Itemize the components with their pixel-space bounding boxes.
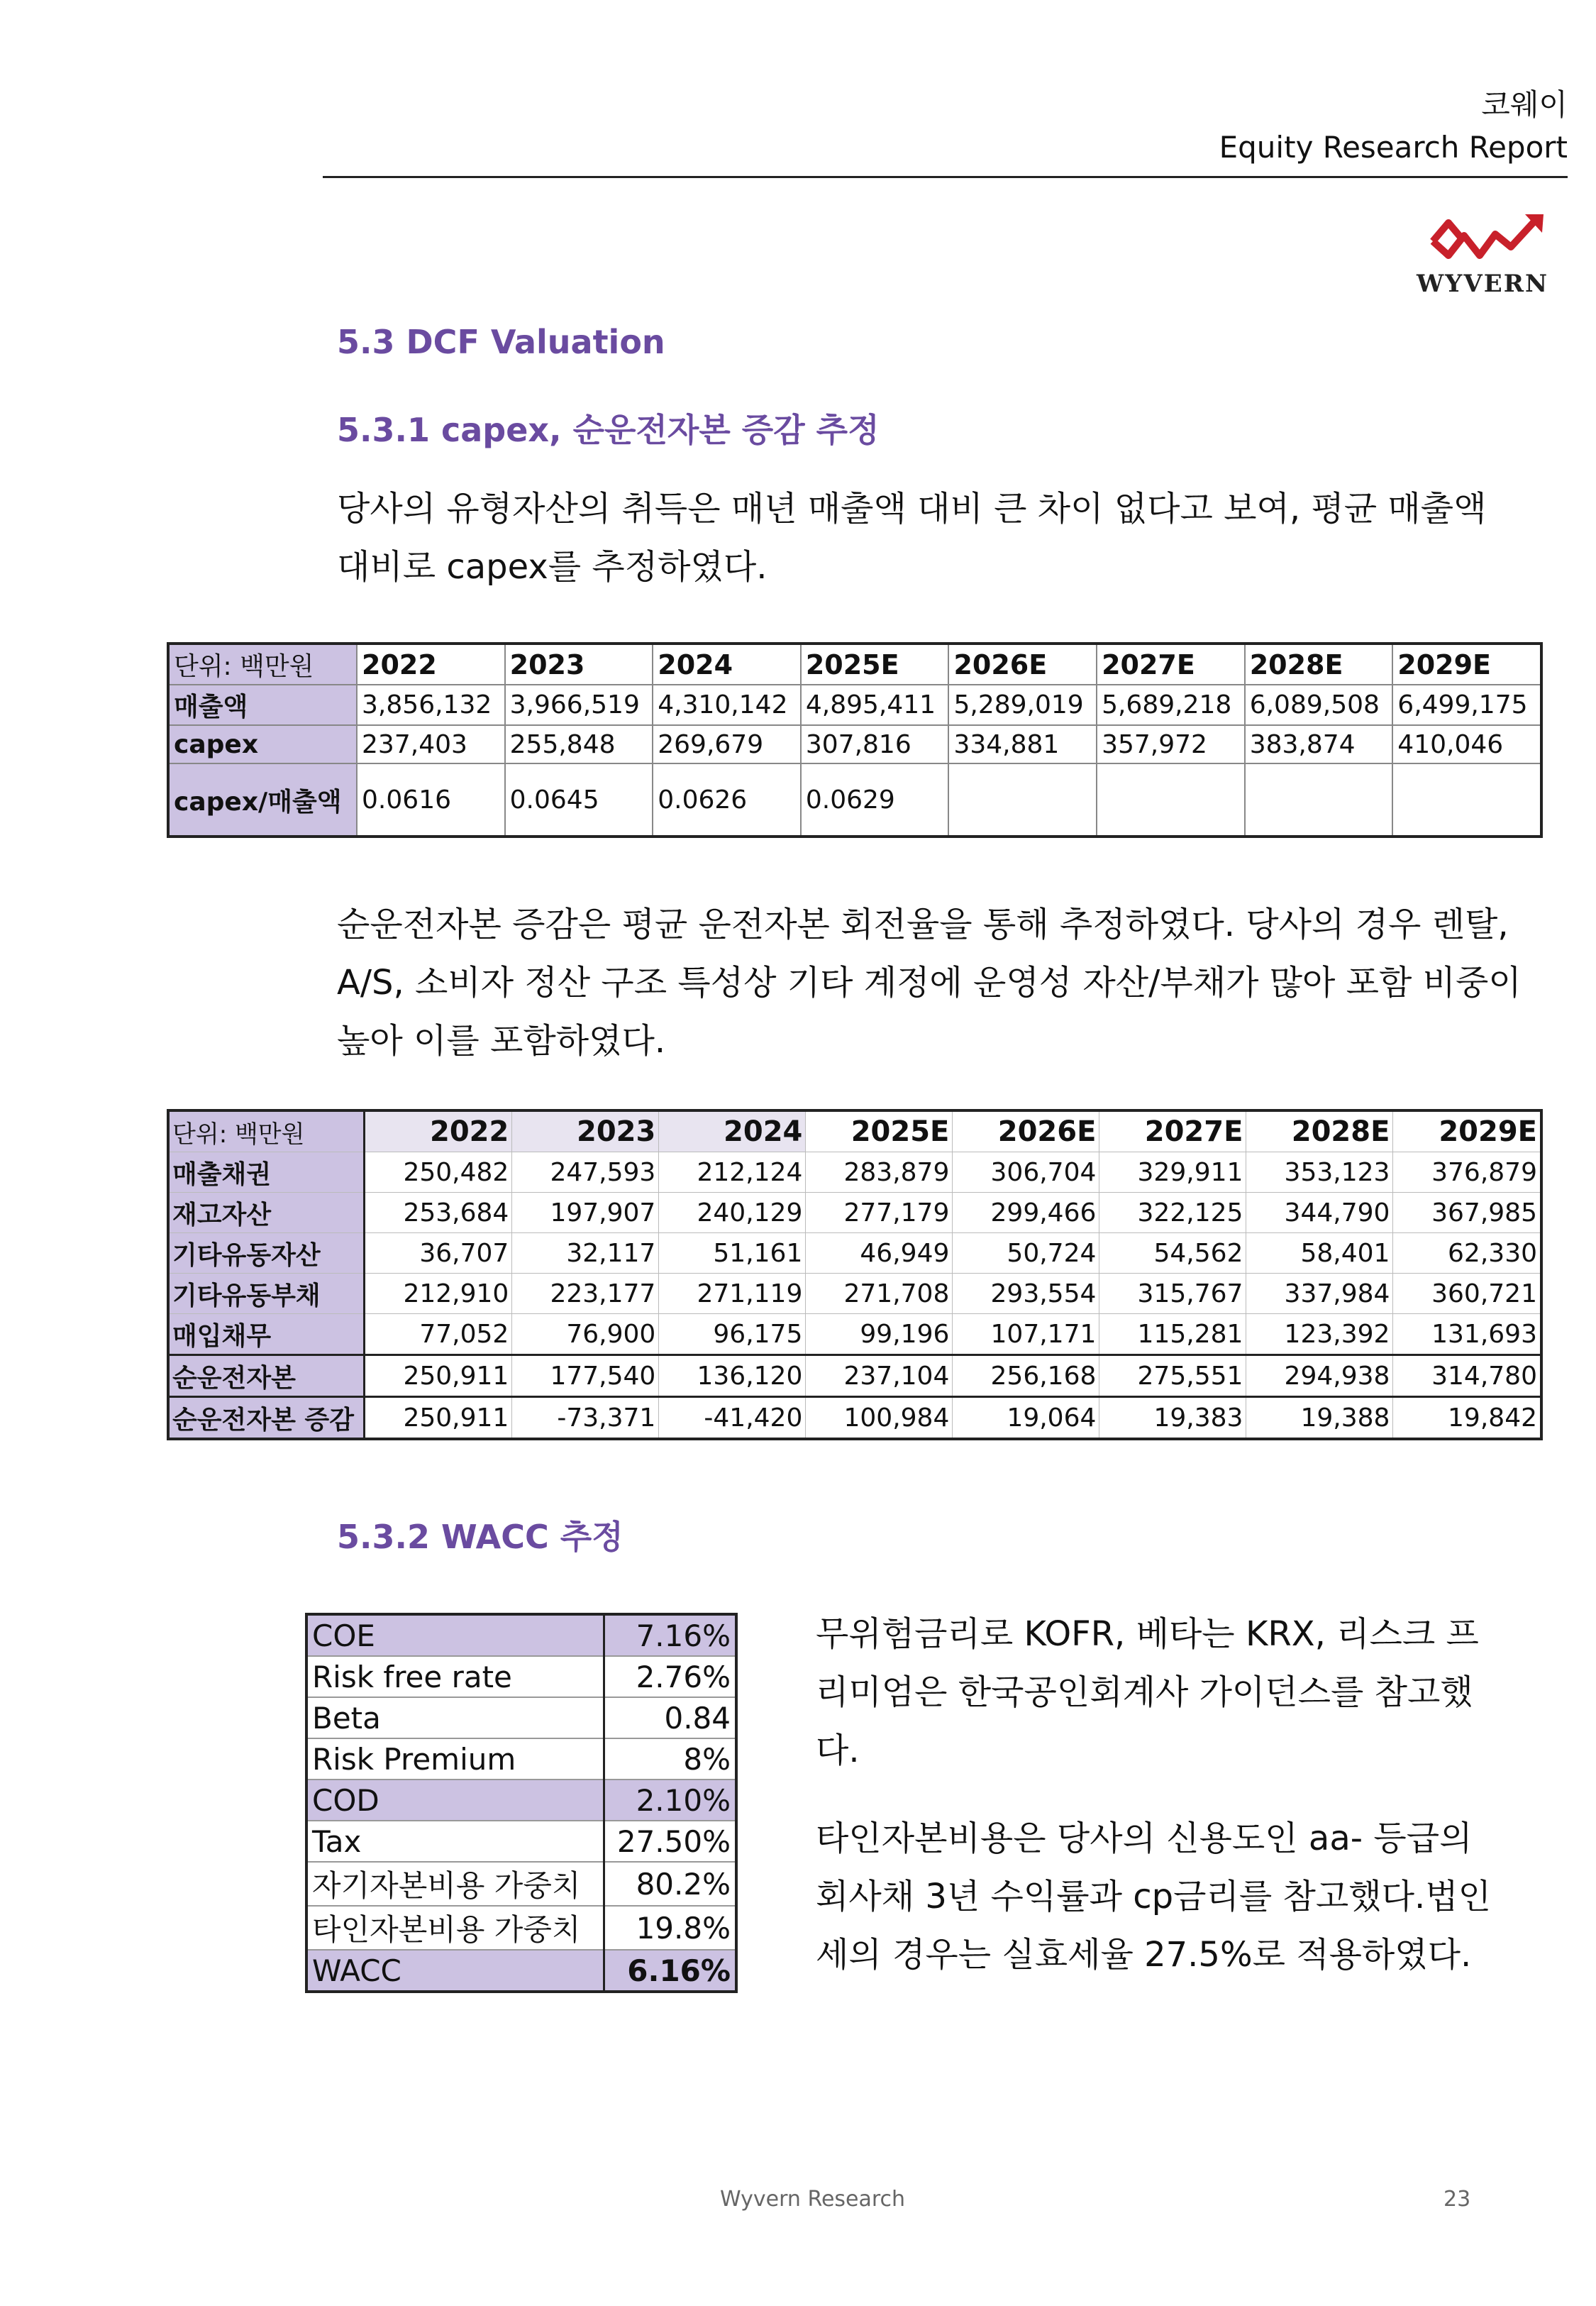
table-cell: 294,938 bbox=[1246, 1355, 1393, 1397]
row-label: 타인자본비용 가중치 bbox=[306, 1906, 604, 1950]
table-cell: 212,910 bbox=[365, 1274, 512, 1314]
table-cell: 240,129 bbox=[659, 1193, 806, 1233]
year-header: 2026E bbox=[948, 644, 1097, 685]
year-header: 2029E bbox=[1393, 1110, 1541, 1152]
table-cell: 6,499,175 bbox=[1392, 685, 1541, 725]
table-cell: 353,123 bbox=[1246, 1152, 1393, 1193]
table-cell: 255,848 bbox=[505, 725, 653, 763]
year-header: 2024 bbox=[659, 1110, 806, 1152]
row-label: 재고자산 bbox=[168, 1193, 365, 1233]
table-cell: 197,907 bbox=[512, 1193, 659, 1233]
table-row bbox=[168, 763, 1541, 837]
table-cell: 237,403 bbox=[357, 725, 505, 763]
table-cell: 212,124 bbox=[659, 1152, 806, 1193]
table-cell: 32,117 bbox=[512, 1233, 659, 1274]
paragraph-line: A/S, 소비자 정산 구조 특성상 기타 계정에 운영성 자산/부채가 많아 포함 비중이 bbox=[337, 963, 1522, 1003]
working-capital-paragraph bbox=[337, 895, 1522, 1070]
subsection-capex-title: 5.3.1 capex, 순운전자본 증감 추정 bbox=[337, 411, 880, 449]
table-row bbox=[168, 1233, 1541, 1274]
table-cell: 7.16% bbox=[604, 1614, 736, 1656]
table-cell: -41,420 bbox=[659, 1397, 806, 1440]
paragraph-line: 다. bbox=[816, 1731, 860, 1770]
row-label: 자기자본비용 가중치 bbox=[306, 1862, 604, 1906]
table-cell: 293,554 bbox=[953, 1274, 1099, 1314]
table-cell: 275,551 bbox=[1099, 1355, 1246, 1397]
table-cell: 277,179 bbox=[806, 1193, 953, 1233]
year-header: 2026E bbox=[953, 1110, 1099, 1152]
year-header: 2027E bbox=[1099, 1110, 1246, 1152]
table-cell: 19,383 bbox=[1099, 1397, 1246, 1440]
table-cell: 131,693 bbox=[1393, 1314, 1541, 1355]
table-cell: 0.0645 bbox=[505, 763, 653, 837]
table-cell: 100,984 bbox=[806, 1397, 953, 1440]
paragraph-line: 순운전자본 증감은 평균 운전자본 회전율을 통해 추정하였다. 당사의 경우 렌탈, bbox=[337, 905, 1509, 944]
table-cell bbox=[1245, 763, 1393, 837]
table-cell: 2.76% bbox=[604, 1656, 736, 1697]
year-header: 2023 bbox=[505, 644, 653, 685]
row-label: 순운전자본 증감 bbox=[168, 1397, 365, 1440]
table-cell: 5,689,218 bbox=[1097, 685, 1245, 725]
row-label: 기타유동부채 bbox=[168, 1274, 365, 1314]
header-divider bbox=[323, 176, 1568, 178]
table-cell: 256,168 bbox=[953, 1355, 1099, 1397]
table-cell: -73,371 bbox=[512, 1397, 659, 1440]
row-label: 매출액 bbox=[168, 685, 357, 725]
year-header: 2023 bbox=[512, 1110, 659, 1152]
table-cell: 344,790 bbox=[1246, 1193, 1393, 1233]
table-cell: 19,064 bbox=[953, 1397, 1099, 1440]
logo-wordmark: WYVERN bbox=[1416, 270, 1549, 298]
table-cell: 6.16% bbox=[604, 1950, 736, 1992]
table-cell: 223,177 bbox=[512, 1274, 659, 1314]
paragraph-line: 타인자본비용은 당사의 신용도인 aa- 등급의 bbox=[816, 1819, 1473, 1858]
table-cell: 77,052 bbox=[365, 1314, 512, 1355]
capex-paragraph bbox=[337, 480, 1487, 596]
table-cell: 314,780 bbox=[1393, 1355, 1541, 1397]
table-cell: 250,482 bbox=[365, 1152, 512, 1193]
table-cell bbox=[1392, 763, 1541, 837]
table-cell: 3,966,519 bbox=[505, 685, 653, 725]
table-cell: 123,392 bbox=[1246, 1314, 1393, 1355]
table-unit: 단위: 백만원 bbox=[168, 1110, 365, 1152]
paragraph-line: 높아 이를 포함하였다. bbox=[337, 1021, 666, 1061]
table-row bbox=[306, 1906, 736, 1950]
table-cell: 299,466 bbox=[953, 1193, 1099, 1233]
table-row bbox=[168, 1355, 1541, 1397]
paragraph-line: 세의 경우는 실효세율 27.5%로 적용하였다. bbox=[816, 1935, 1472, 1975]
row-label: Risk Premium bbox=[306, 1738, 604, 1780]
table-row bbox=[168, 1314, 1541, 1355]
paragraph-line: 리미엄은 한국공인회계사 가이던스를 참고했 bbox=[816, 1672, 1473, 1712]
table-cell: 250,911 bbox=[365, 1397, 512, 1440]
table-cell: 19,388 bbox=[1246, 1397, 1393, 1440]
table-cell: 360,721 bbox=[1393, 1274, 1541, 1314]
wyvern-logo-icon bbox=[1412, 206, 1553, 270]
table-row bbox=[306, 1950, 736, 1992]
table-row bbox=[168, 725, 1541, 763]
row-label: COE bbox=[306, 1614, 604, 1656]
table-cell bbox=[1097, 763, 1245, 837]
row-label: COD bbox=[306, 1780, 604, 1821]
year-header: 2029E bbox=[1392, 644, 1541, 685]
section-title: 5.3 DCF Valuation bbox=[337, 323, 665, 361]
table-cell: 4,310,142 bbox=[653, 685, 801, 725]
table-row bbox=[306, 1697, 736, 1738]
table-row bbox=[306, 1656, 736, 1697]
working-capital-table bbox=[167, 1109, 1543, 1440]
row-label: capex/매출액 bbox=[168, 763, 357, 837]
table-cell: 315,767 bbox=[1099, 1274, 1246, 1314]
table-cell: 271,119 bbox=[659, 1274, 806, 1314]
table-cell: 307,816 bbox=[801, 725, 949, 763]
table-cell: 0.0616 bbox=[357, 763, 505, 837]
report-type: Equity Research Report bbox=[1219, 130, 1568, 165]
wyvern-logo bbox=[1412, 206, 1553, 305]
row-label: Risk free rate bbox=[306, 1656, 604, 1697]
row-label: WACC bbox=[306, 1950, 604, 1992]
table-cell: 357,972 bbox=[1097, 725, 1245, 763]
row-label: 매출채권 bbox=[168, 1152, 365, 1193]
year-header: 2028E bbox=[1245, 644, 1393, 685]
year-header: 2022 bbox=[357, 644, 505, 685]
table-cell: 8% bbox=[604, 1738, 736, 1780]
table-cell: 271,708 bbox=[806, 1274, 953, 1314]
table-cell: 80.2% bbox=[604, 1862, 736, 1906]
table-cell: 237,104 bbox=[806, 1355, 953, 1397]
table-cell: 177,540 bbox=[512, 1355, 659, 1397]
table-cell: 410,046 bbox=[1392, 725, 1541, 763]
wacc-table bbox=[305, 1613, 738, 1993]
table-cell: 3,856,132 bbox=[357, 685, 505, 725]
table-cell: 376,879 bbox=[1393, 1152, 1541, 1193]
table-cell: 76,900 bbox=[512, 1314, 659, 1355]
table-cell: 329,911 bbox=[1099, 1152, 1246, 1193]
row-label: 순운전자본 bbox=[168, 1355, 365, 1397]
page-number: 23 bbox=[1443, 2187, 1471, 2212]
table-row bbox=[168, 1274, 1541, 1314]
table-cell: 107,171 bbox=[953, 1314, 1099, 1355]
table-cell: 46,949 bbox=[806, 1233, 953, 1274]
table-cell: 383,874 bbox=[1245, 725, 1393, 763]
table-row bbox=[168, 1193, 1541, 1233]
table-cell: 247,593 bbox=[512, 1152, 659, 1193]
table-cell: 62,330 bbox=[1393, 1233, 1541, 1274]
year-header: 2022 bbox=[365, 1110, 512, 1152]
table-cell: 4,895,411 bbox=[801, 685, 949, 725]
table-cell bbox=[948, 763, 1097, 837]
company-name: 코웨이 bbox=[1481, 87, 1568, 122]
table-cell: 19,842 bbox=[1393, 1397, 1541, 1440]
year-header: 2025E bbox=[801, 644, 949, 685]
table-row bbox=[306, 1821, 736, 1862]
table-cell: 253,684 bbox=[365, 1193, 512, 1233]
year-header: 2025E bbox=[806, 1110, 953, 1152]
paragraph-line: 회사채 3년 수익률과 cp금리를 참고했다.법인 bbox=[816, 1877, 1491, 1916]
table-cell: 36,707 bbox=[365, 1233, 512, 1274]
table-row bbox=[168, 685, 1541, 725]
table-cell: 54,562 bbox=[1099, 1233, 1246, 1274]
table-cell: 269,679 bbox=[653, 725, 801, 763]
table-cell: 0.84 bbox=[604, 1697, 736, 1738]
table-cell: 334,881 bbox=[948, 725, 1097, 763]
table-row bbox=[168, 1152, 1541, 1193]
table-cell: 337,984 bbox=[1246, 1274, 1393, 1314]
table-row bbox=[306, 1614, 736, 1656]
table-cell: 51,161 bbox=[659, 1233, 806, 1274]
row-label: 기타유동자산 bbox=[168, 1233, 365, 1274]
paragraph-line: 당사의 유형자산의 취득은 매년 매출액 대비 큰 차이 없다고 보여, 평균 매출액 bbox=[337, 489, 1487, 529]
year-header: 2028E bbox=[1246, 1110, 1393, 1152]
table-row bbox=[306, 1780, 736, 1821]
table-row bbox=[306, 1862, 736, 1906]
table-cell: 50,724 bbox=[953, 1233, 1099, 1274]
table-cell: 6,089,508 bbox=[1245, 685, 1393, 725]
capex-table bbox=[167, 642, 1543, 838]
row-label: Tax bbox=[306, 1821, 604, 1862]
report-header bbox=[1219, 84, 1568, 169]
table-cell: 58,401 bbox=[1246, 1233, 1393, 1274]
table-cell: 306,704 bbox=[953, 1152, 1099, 1193]
footer-publisher: Wyvern Research bbox=[720, 2187, 906, 2212]
paragraph-line: 대비로 capex를 추정하였다. bbox=[337, 547, 767, 587]
subsection-wacc-title: 5.3.2 WACC 추정 bbox=[337, 1518, 624, 1556]
table-cell: 0.0626 bbox=[653, 763, 801, 837]
table-cell: 19.8% bbox=[604, 1906, 736, 1950]
table-cell: 99,196 bbox=[806, 1314, 953, 1355]
row-label: 매입채무 bbox=[168, 1314, 365, 1355]
wacc-note-2 bbox=[816, 1809, 1511, 1984]
table-cell: 115,281 bbox=[1099, 1314, 1246, 1355]
table-cell: 283,879 bbox=[806, 1152, 953, 1193]
table-cell: 322,125 bbox=[1099, 1193, 1246, 1233]
table-cell: 96,175 bbox=[659, 1314, 806, 1355]
table-row bbox=[168, 1397, 1541, 1440]
table-cell: 367,985 bbox=[1393, 1193, 1541, 1233]
row-label: capex bbox=[168, 725, 357, 763]
table-unit: 단위: 백만원 bbox=[168, 644, 357, 685]
table-cell: 5,289,019 bbox=[948, 685, 1097, 725]
table-row bbox=[306, 1738, 736, 1780]
row-label: Beta bbox=[306, 1697, 604, 1738]
wacc-note-1 bbox=[816, 1605, 1511, 1780]
table-cell: 136,120 bbox=[659, 1355, 806, 1397]
table-cell: 2.10% bbox=[604, 1780, 736, 1821]
year-header: 2027E bbox=[1097, 644, 1245, 685]
paragraph-line: 무위험금리로 KOFR, 베타는 KRX, 리스크 프 bbox=[816, 1614, 1479, 1654]
year-header: 2024 bbox=[653, 644, 801, 685]
table-cell: 27.50% bbox=[604, 1821, 736, 1862]
table-cell: 250,911 bbox=[365, 1355, 512, 1397]
table-cell: 0.0629 bbox=[801, 763, 949, 837]
